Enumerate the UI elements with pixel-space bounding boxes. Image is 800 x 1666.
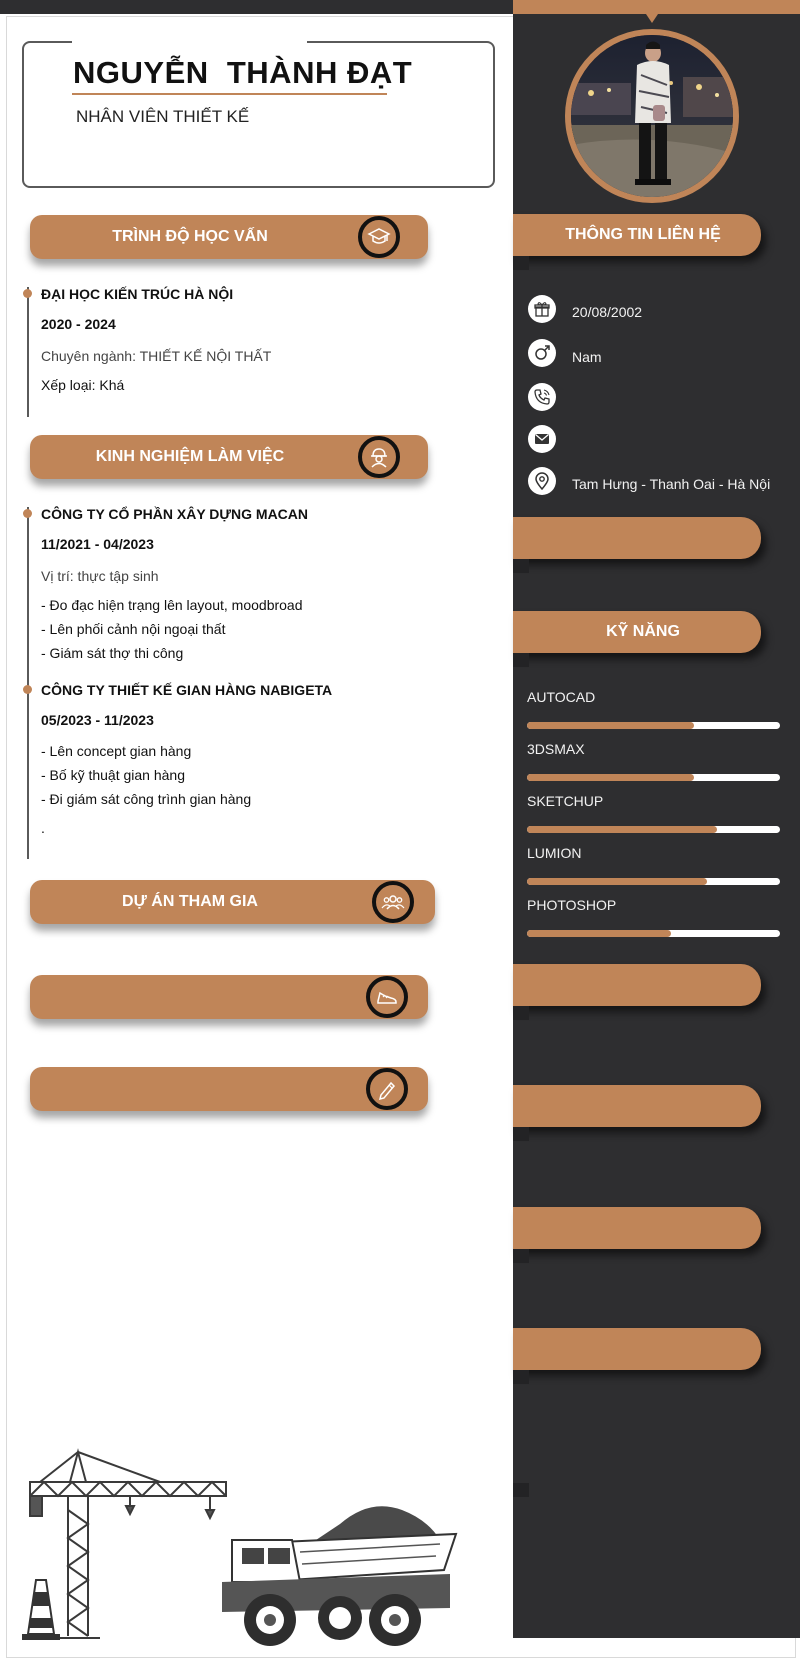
sneaker-icon [366,976,408,1018]
education-timeline [27,287,29,417]
contact-gender: Nam [572,349,602,365]
phone-icon [528,383,556,411]
education-header [30,215,428,259]
skill-label: 3DSMAX [527,741,585,757]
skill-label: LUMION [527,845,582,861]
contact-address: Tam Hưng - Thanh Oai - Hà Nội [572,476,771,492]
skills-header-label: KỸ NĂNG [606,623,680,640]
header-tab [513,1006,529,1020]
email-icon [528,425,556,453]
skill-bar [527,930,780,937]
skill-bar [527,774,780,781]
name-box [22,41,495,188]
experience-2-period: 05/2023 - 11/2023 [41,712,154,728]
header-tab [513,1483,529,1497]
contact-header [513,214,761,256]
experience-1-position: Vị trí: thực tập sinh [41,568,159,584]
sidebar-empty-header [513,1207,761,1249]
crane-illustration [30,1452,226,1638]
header-tab [513,1127,529,1141]
header-tab [513,1249,529,1263]
skill-bar [527,826,780,833]
worker-icon [358,436,400,478]
experience-timeline [27,507,29,859]
experience-2-task: - Đi giám sát công trình gian hàng [41,791,252,807]
experience-1-task: - Lên phối cảnh nội ngoại thất [41,621,226,637]
construction-illustration [10,1440,480,1646]
experience-2-task: - Bố kỹ thuật gian hàng [41,767,185,783]
job-title: NHÂN VIÊN THIẾT KẾ [76,107,250,126]
gender-icon [528,339,556,367]
skill-bar [527,878,780,885]
education-major: Chuyên ngành: THIẾT KẾ NỘI THẤT [41,348,272,364]
experience-1-task: - Đo đạc hiện trạng lên layout, moodbroad [41,597,303,613]
projects-header [30,880,435,924]
location-pin-icon [528,467,556,495]
header-tab [513,1370,529,1384]
skill-bar-fill [527,722,694,729]
education-school: ĐẠI HỌC KIẾN TRÚC HÀ NỘI [41,286,234,302]
experience-2-task: - Lên concept gian hàng [41,743,192,759]
top-accent-bar [513,0,800,14]
skill-bar-fill [527,774,694,781]
experience-2-note: . [41,820,45,836]
experience-1-company: CÔNG TY CỔ PHẦN XÂY DỰNG MACAN [41,506,309,522]
sidebar-empty-header [513,517,761,559]
dump-truck-illustration [222,1506,456,1646]
experience-1-period: 11/2021 - 04/2023 [41,536,154,552]
sidebar-empty-header [513,1328,761,1370]
skill-bar [527,722,780,729]
experience-header [30,435,428,479]
experience-1-task: - Giám sát thợ thi công [41,645,184,661]
skill-label: PHOTOSHOP [527,897,617,913]
name-underline [72,93,387,95]
education-header-label: TRÌNH ĐỘ HỌC VẤN [112,228,268,245]
profile-photo [571,35,733,197]
team-icon [372,881,414,923]
contact-header-label: THÔNG TIN LIÊN HỆ [565,226,721,243]
header-tab [513,653,529,667]
education-grade: Xếp loại: Khá [41,377,125,393]
traffic-cone-illustration [22,1580,60,1640]
sidebar-empty-header [513,1085,761,1127]
hobbies-header [30,975,428,1019]
header-tab [513,256,529,270]
contact-birthday: 20/08/2002 [572,304,643,320]
accent-notch [646,14,658,23]
other-header [30,1067,428,1111]
skill-bar-fill [527,826,717,833]
header-tab [513,559,529,573]
timeline-dot [23,509,32,518]
skill-label: SKETCHUP [527,793,604,809]
profile-photo-frame [565,29,739,203]
skill-bar-fill [527,878,707,885]
sidebar-empty-header [513,964,761,1006]
projects-header-label: DỰ ÁN THAM GIA [122,893,258,910]
full-name: NGUYỄN THÀNH ĐẠT [73,55,413,90]
gift-icon [528,295,556,323]
timeline-dot [23,289,32,298]
pencil-icon [366,1068,408,1110]
graduation-cap-icon [358,216,400,258]
timeline-dot [23,685,32,694]
experience-2-company: CÔNG TY THIẾT KẾ GIAN HÀNG NABIGETA [41,682,333,698]
experience-header-label: KINH NGHIỆM LÀM VIỆC [95,448,285,465]
skill-label: AUTOCAD [527,689,596,705]
skill-bar-fill [527,930,671,937]
education-period: 2020 - 2024 [41,316,116,332]
skills-header [513,611,761,653]
